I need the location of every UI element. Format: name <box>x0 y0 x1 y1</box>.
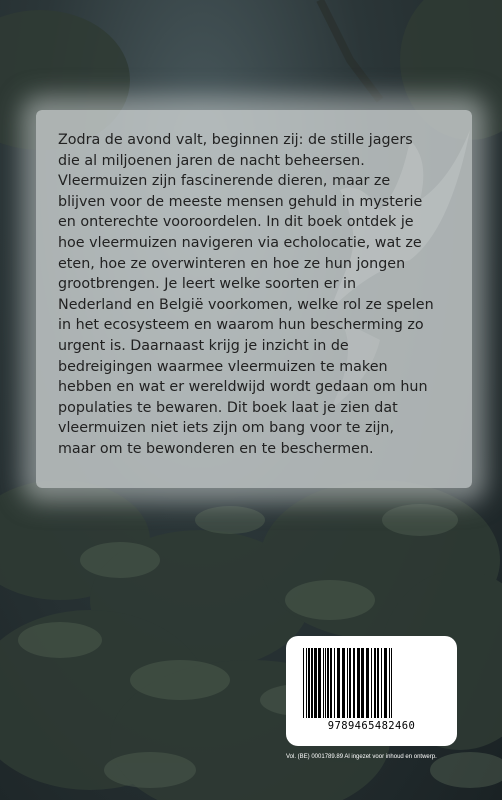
barcode-bar <box>318 648 321 718</box>
blurb-line: urgent is. Daarnaast krijg je inzicht in de <box>58 337 349 354</box>
blurb-line: Zodra de avond valt, beginnen zij: de stille jagers <box>58 132 413 148</box>
barcode-bar <box>357 648 360 718</box>
blurb-line: in het ecosysteem en waarom hun bescherming zo <box>58 317 424 334</box>
barcode-bar <box>325 648 326 718</box>
blurb-line: Nederland en België voorkomen, welke rol ze spelen <box>58 296 434 313</box>
barcode-bar <box>327 648 329 718</box>
blurb-text <box>58 130 468 460</box>
barcode-bar <box>311 648 313 718</box>
blurb-line: eten, hoe ze overwinteren en hoe ze hun jongen <box>58 255 406 272</box>
barcode-bar <box>306 648 307 718</box>
barcode-bar <box>308 648 310 718</box>
barcode-bar <box>342 648 345 718</box>
barcode-bar <box>347 648 348 718</box>
barcode-bar <box>374 648 376 718</box>
blurb-line: en onterechte vooroordelen. In dit boek ontdek je <box>58 214 414 231</box>
blurb-line: die al miljoenen jaren de nacht beheersen. <box>58 152 365 169</box>
blurb-line: populaties te bewaren. Dit boek laat je zien dat <box>58 399 398 416</box>
barcode-bar <box>330 648 332 718</box>
isbn-barcode <box>301 648 442 718</box>
blurb-line: grootbrengen. Je leert welke soorten er in <box>58 276 357 293</box>
barcode-bar <box>366 648 369 718</box>
blurb-line: blijven voor de meeste mensen gehuld in mysterie <box>58 193 423 210</box>
barcode-bar <box>371 648 372 718</box>
barcode-panel <box>286 636 457 746</box>
barcode-bar <box>337 648 340 718</box>
blurb-line: bedreigingen waarmee vleermuizen te maken <box>58 358 388 375</box>
legal-text: Vol. (BE) 0001789.89 Al ingezet voor inhoud en ontwerp. <box>286 754 437 760</box>
barcode-bar <box>361 648 364 718</box>
barcode-bar <box>377 648 379 718</box>
barcode-bar <box>349 648 351 718</box>
blurb-line: Vleermuizen zijn fascinerende dieren, maar ze <box>58 173 391 190</box>
barcode-bar <box>384 648 387 718</box>
blurb-line: hoe vleermuizen navigeren via echolocatie, wat ze <box>58 234 422 251</box>
blurb-line: hebben en wat er wereldwijd wordt gedaan om hun <box>58 379 428 396</box>
barcode-bar <box>389 648 390 718</box>
blurb-line: maar om te bewonderen en te beschermen. <box>58 440 374 457</box>
barcode-bar <box>334 648 335 718</box>
barcode-bar <box>303 648 304 718</box>
barcode-bar <box>314 648 317 718</box>
blurb-line: vleermuizen niet iets zijn om bang voor te zijn, <box>58 420 395 437</box>
barcode-bar <box>381 648 382 718</box>
barcode-bar <box>391 648 392 718</box>
isbn-number: 9789465482460 <box>327 720 416 732</box>
barcode-bar <box>323 648 324 718</box>
barcode-bar <box>353 648 355 718</box>
